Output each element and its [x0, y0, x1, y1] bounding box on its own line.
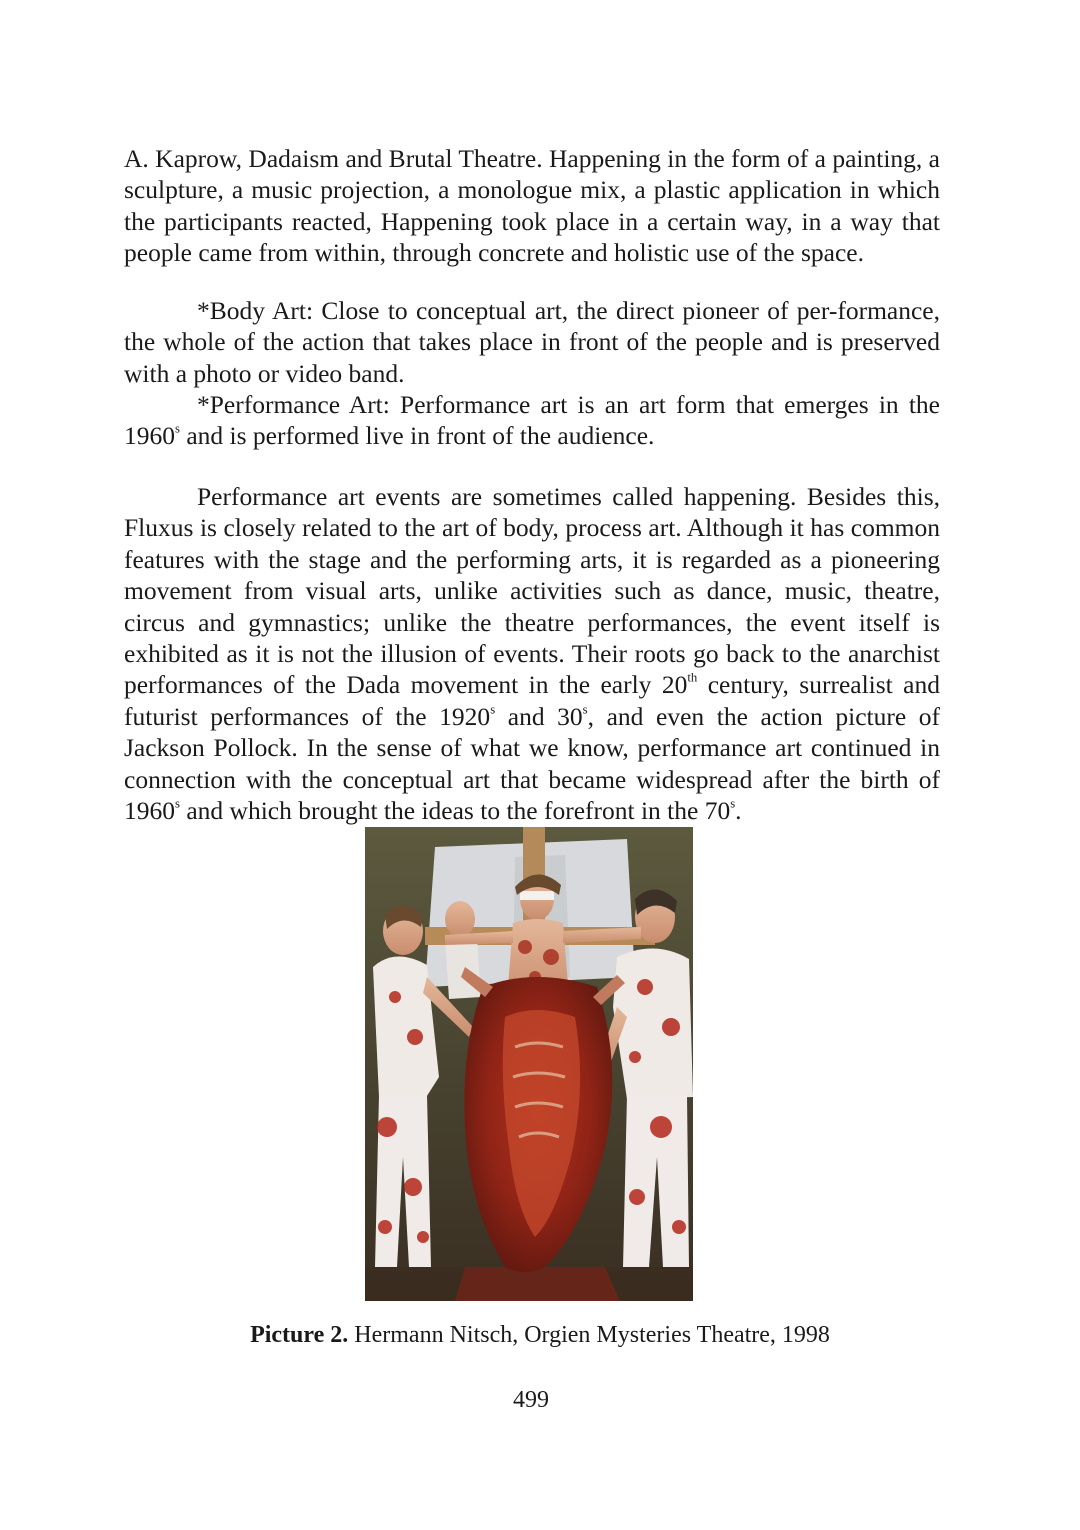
- text-run: Performance art events are sometimes called happening. Besides this, Fluxus is closely related to the art of body, process art. Although it has common features with the stage and the performing arts, it is regarded as a pioneering movement from visual arts, unlike activities such as dance, music, theatre, circus and gymnastics; unlike the theatre performances, the event itself is exhibited as it is not the illusion of events. Their roots go back to the anarchist performances of the Dada movement in the early 20: [124, 482, 940, 700]
- superscript: s: [730, 796, 736, 811]
- performance-photo: [365, 827, 693, 1301]
- text-run: century, surrealist and futurist performances of the 1920: [124, 670, 940, 731]
- figure-right-shirt: [613, 948, 693, 1099]
- paragraph-performance-art: [124, 389, 940, 452]
- blindfold: [520, 891, 554, 900]
- superscript: s: [175, 421, 180, 436]
- superscript: s: [175, 796, 180, 811]
- paragraph-body-art: *Body Art: Close to conceptual art, the direct pioneer of per-formance, the whole of the action that takes place in front of the people and is preserved with a photo or video band.: [124, 296, 940, 388]
- text-run: and is performed live in front of the audience.: [179, 421, 655, 451]
- photo-illustration: [365, 827, 693, 1301]
- superscript: s: [490, 702, 496, 717]
- paragraph-performance-events: [124, 481, 940, 826]
- text-run: and which brought the ideas to the forefront in the 70: [179, 796, 731, 826]
- page-number: 499: [513, 1387, 549, 1413]
- text-run: .: [735, 796, 742, 826]
- text-run: *Performance Art: Performance art is an art form that emerges in the 1960: [124, 390, 940, 451]
- caption-text: Hermann Nitsch, Orgien Mysteries Theatre, 1998: [348, 1322, 830, 1348]
- caption-label: Picture 2.: [250, 1322, 349, 1348]
- text-run: , and even the action picture of Jackson Pollock. In the sense of what we know, performance art continued in connection with the conceptual art that became widespread after the birth of 1960: [124, 701, 941, 826]
- superscript: th: [687, 670, 698, 685]
- text-run: and 30: [495, 701, 583, 731]
- paragraph-kaprow: A. Kaprow, Dadaism and Brutal Theatre. Happening in the form of a painting, a sculpture, a music projection, a monologue mix, a plastic application in which the participants reacted, Happening took place in a certain way, in a way that people came from within, through concrete and holistic use of the space.: [124, 144, 940, 268]
- figure-caption: [0, 1320, 1080, 1350]
- superscript: s: [582, 702, 588, 717]
